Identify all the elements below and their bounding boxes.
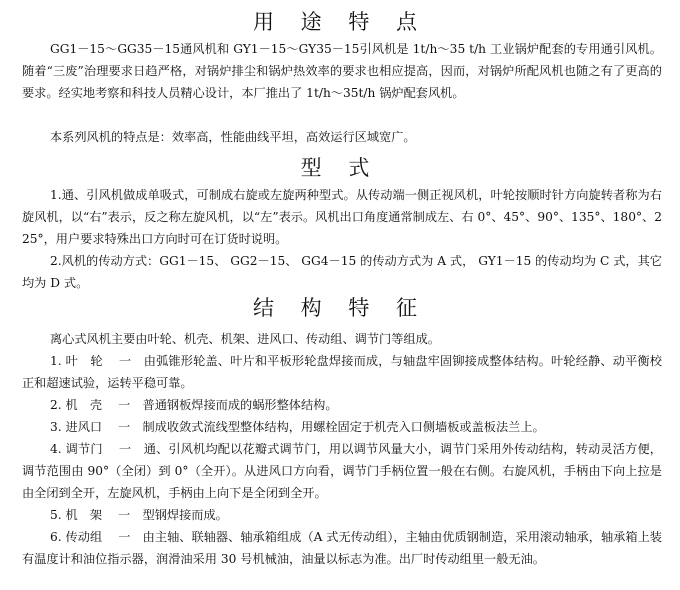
paragraph-features: 本系列风机的特点是：效率高，性能曲线平坦，高效运行区域宽广。	[50, 130, 416, 144]
paragraph-intro: GG1－15～GG35－15通风机和 GY1－15～GY35－15引风机是 1t/h～35 t/h 工业锅炉配套的专用通引风机。随着“三废”治理要求日趋严格，对锅炉排尘和锅炉热效率的要求也相应提高，因而，对锅炉所配风机也随之有了更高的要求。经实地考察和科技人员精心设计，本厂推出了 1t/h～35t/h 锅炉配套风机。	[22, 42, 662, 100]
paragraph-type-1: 1.通、引风机做成单吸式，可制成右旋或左旋两种型式。从传动端一侧正视风机，叶轮按顺时针方向旋转者称为右旋风机，以“右”表示，反之称左旋风机，以“左”表示。风机出口角度通常制成左、右 0°、45°、90°、135°、180°、225°，用户要求特殊出口方向时可在订货时说明。	[22, 188, 662, 246]
paragraph-impeller: 1. 叶 轮 一 由弧锥形轮盖、叶片和平板形轮盘焊接而成，与轴盘牢固铆接成整体结构。叶轮经静、动平衡校正和超速试验，运转平稳可靠。	[22, 354, 662, 390]
heading-structure: 结 构 特 征	[252, 296, 428, 320]
paragraph-casing: 2. 机 壳 一 普通钢板焊接而成的蜗形整体结构。	[50, 398, 338, 412]
paragraph-damper: 4. 调节门 一 通、引风机均配以花瓣式调节门，用以调节风量大小，调节门采用外传动结构，转动灵活方便，调节范围由 90°（全闭）到 0°（全开）。从进风口方向看，调节门手柄位置一般在右侧。右旋风机，手柄由下向上拉是由全闭到全开，左旋风机，手柄由上向下是全闭到全开。	[22, 442, 662, 500]
heading-usage-features: 用 途 特 点	[252, 10, 428, 34]
paragraph-type-2: 2.风机的传动方式：GG1－15、 GG2－15、 GG4－15 的传动方式为 A 式， GY1－15 的传动均为 C 式，其它均为 D 式。	[22, 254, 662, 290]
paragraph-structure-intro: 离心式风机主要由叶轮、机壳、机架、进风口、传动组、调节门等组成。	[50, 332, 440, 346]
paragraph-inlet: 3. 进风口 一 制成收敛式流线型整体结构，用螺栓固定于机壳入口侧墙板或盖板法兰上。	[50, 420, 545, 434]
heading-type: 型 式	[300, 156, 380, 180]
paragraph-frame: 5. 机 架 一 型钢焊接而成。	[50, 508, 228, 522]
paragraph-drive: 6. 传动组 一 由主轴、联轴器、轴承箱组成（A 式无传动组），主轴由优质钢制造，采用滚动轴承，轴承箱上装有温度计和油位指示器，润滑油采用 30 号机械油，油量以标志为准。出厂时传动组里一般无油。	[22, 530, 662, 566]
